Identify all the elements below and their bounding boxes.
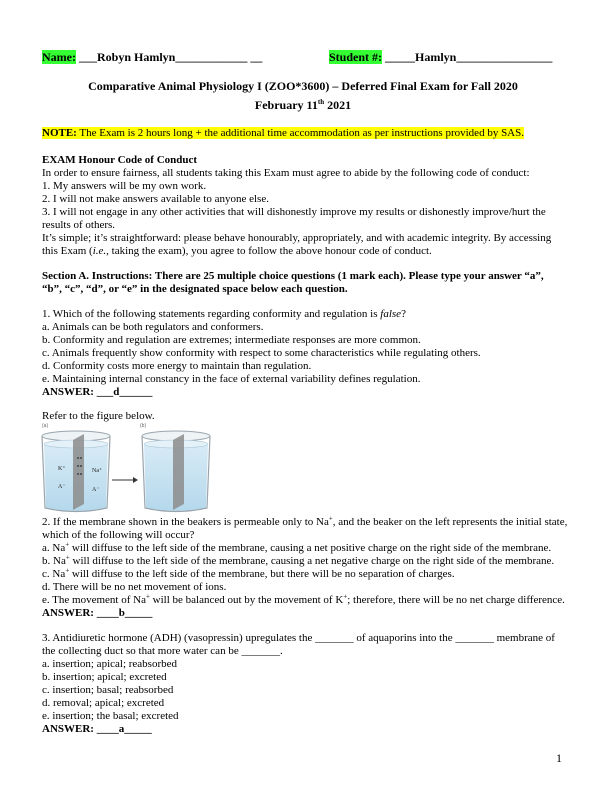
- note-text: The Exam is 2 hours long + the additional time accommodation as per instructions provided by SAS.: [76, 127, 524, 139]
- q2-stem-2: which of the following will occur?: [42, 529, 195, 541]
- q1-stem-a: 1. Which of the following statements regarding conformity and regulation is: [42, 308, 381, 320]
- section-a-line-1: Section A. Instructions: There are 25 multiple choice questions (1 mark each). Please type your answer “a”,: [42, 270, 544, 282]
- q2-a-sup: +: [65, 540, 70, 549]
- q2-e-sup-2: +: [343, 592, 348, 601]
- q2-b-sup: +: [65, 553, 70, 562]
- honour-item-2: 2. I will not make answers available to anyone else.: [42, 193, 269, 205]
- q1-option-b: b. Conformity and regulation are extremes; intermediate responses are more common.: [42, 334, 421, 346]
- name-label: Name:: [42, 50, 76, 64]
- q2-c-text-2: will diffuse to the left side of the membrane, but there will be no separation of charges.: [69, 568, 455, 580]
- k-label: K⁺: [58, 466, 66, 472]
- q3-stem-2: the collecting duct so that more water can be _______.: [42, 645, 283, 657]
- q2-a-text-2: will diffuse to the left side of the membrane, causing a net positive charge on the right side of the membrane.: [69, 542, 552, 554]
- name-row: [42, 51, 262, 64]
- honour-item-3: 3. I will not engage in any other activities that will dishonestly improve my results or dishonestly improve/hurt the: [42, 206, 546, 218]
- figure-refer: Refer to the figure below.: [42, 410, 155, 422]
- q3-stem-1: 3. Antidiuretic hormone (ADH) (vasopressin) upregulates the _______ of aquaporins into the _______ membrane of: [42, 632, 555, 644]
- na-label: Na⁺: [92, 468, 103, 474]
- label-a: (a): [42, 423, 49, 429]
- q2-option-d: d. There will be no net movement of ions.: [42, 581, 227, 593]
- q2-option-c: [42, 568, 455, 581]
- q1-option-d: d. Conformity costs more energy to maintain than regulation.: [42, 360, 312, 372]
- q3-option-a: a. insertion; apical; reabsorbed: [42, 658, 178, 670]
- q2-e-sup-1: +: [145, 592, 150, 601]
- q1-option-a: a. Animals can be both regulators and conformers.: [42, 321, 264, 333]
- q2-b-text-2: will diffuse to the left side of the membrane, causing a net negative charge on the right side of the membrane.: [69, 555, 555, 567]
- student-value[interactable]: _____Hamlyn________________: [385, 50, 553, 64]
- beaker-figure: [40, 422, 225, 517]
- q2-stem-1b: , and the beaker on the left represents the initial state,: [332, 516, 568, 528]
- q3-option-d: d. removal; apical; excreted: [42, 697, 165, 709]
- honour-heading: EXAM Honour Code of Conduct: [42, 154, 198, 166]
- q2-e-text-1: e. The movement of Na: [42, 594, 146, 606]
- q1-stem: [42, 308, 406, 321]
- q3-option-c: c. insertion; basal; reabsorbed: [42, 684, 174, 696]
- q2-c-sup: +: [65, 566, 70, 575]
- course-title: Comparative Animal Physiology I (ZOO*3600) – Deferred Final Exam for Fall 2020: [88, 79, 518, 93]
- right-beaker: [142, 431, 210, 512]
- honour-closing-2: [42, 245, 432, 258]
- honour-item-1: 1. My answers will be my own work.: [42, 180, 207, 192]
- left-beaker: [42, 431, 110, 512]
- student-row: [329, 51, 552, 64]
- q2-answer[interactable]: ANSWER: ____b_____: [42, 607, 153, 619]
- q2-sup: +: [328, 514, 333, 523]
- q1-option-c: c. Animals frequently show conformity with respect to some characteristics while regulating others.: [42, 347, 481, 359]
- q1-stem-italic: false: [380, 308, 402, 320]
- q2-c-text-1: c. Na: [42, 568, 66, 580]
- date-sup: th: [317, 98, 325, 106]
- q2-option-e: [42, 594, 565, 607]
- closing-text-b: , taking the exam), you agree to follow the above honour code of conduct.: [106, 245, 432, 257]
- q1-stem-b: ?: [401, 308, 406, 320]
- exam-note: [42, 127, 524, 140]
- q3-option-b: b. insertion; apical; excreted: [42, 671, 167, 683]
- honour-closing-1: It’s simple; it’s straightforward: please behave honourably, appropriately, and with academic integrity. By accessing: [42, 232, 552, 244]
- section-a-line-2: “b”, “c”, “d”, or “e” in the designated space below each question.: [42, 283, 348, 295]
- q2-option-a: [42, 542, 551, 555]
- q2-a-text-1: a. Na: [42, 542, 66, 554]
- q2-e-text-3: ; therefore, there will be no net charge difference.: [347, 594, 565, 606]
- closing-text-a: this Exam (: [42, 245, 93, 257]
- closing-ie: i.e.: [92, 245, 107, 257]
- date-year: 2021: [324, 98, 352, 112]
- a-right-label: A⁻: [92, 487, 100, 493]
- honour-intro: In order to ensure fairness, all students taking this Exam must agree to abide by the following code of conduct:: [42, 167, 530, 179]
- q2-stem-1a: 2. If the membrane shown in the beakers is permeable only to Na: [42, 516, 329, 528]
- q3-answer[interactable]: ANSWER: ____a_____: [42, 723, 152, 735]
- q2-b-text-1: b. Na: [42, 555, 66, 567]
- q1-answer[interactable]: ANSWER: ___d______: [42, 386, 153, 398]
- q1-option-e: e. Maintaining internal constancy in the face of external variability defines regulation.: [42, 373, 421, 385]
- arrow-icon: [112, 477, 138, 483]
- exam-date: [0, 99, 606, 112]
- q2-e-text-2: will be balanced out by the movement of K: [149, 594, 344, 606]
- honour-item-3-cont: results of others.: [42, 219, 116, 231]
- label-b: (b): [140, 423, 147, 429]
- date-text: February 11: [254, 98, 318, 112]
- a-left-label: A⁻: [58, 484, 66, 490]
- name-value[interactable]: ___Robyn Hamlyn____________ __: [78, 50, 263, 64]
- q2-option-b: [42, 555, 554, 568]
- q2-stem-1: [42, 516, 567, 529]
- page-number: 1: [556, 751, 562, 765]
- note-label: NOTE:: [42, 127, 77, 139]
- student-label: Student #:: [329, 50, 383, 64]
- q3-option-e: e. insertion; the basal; excreted: [42, 710, 179, 722]
